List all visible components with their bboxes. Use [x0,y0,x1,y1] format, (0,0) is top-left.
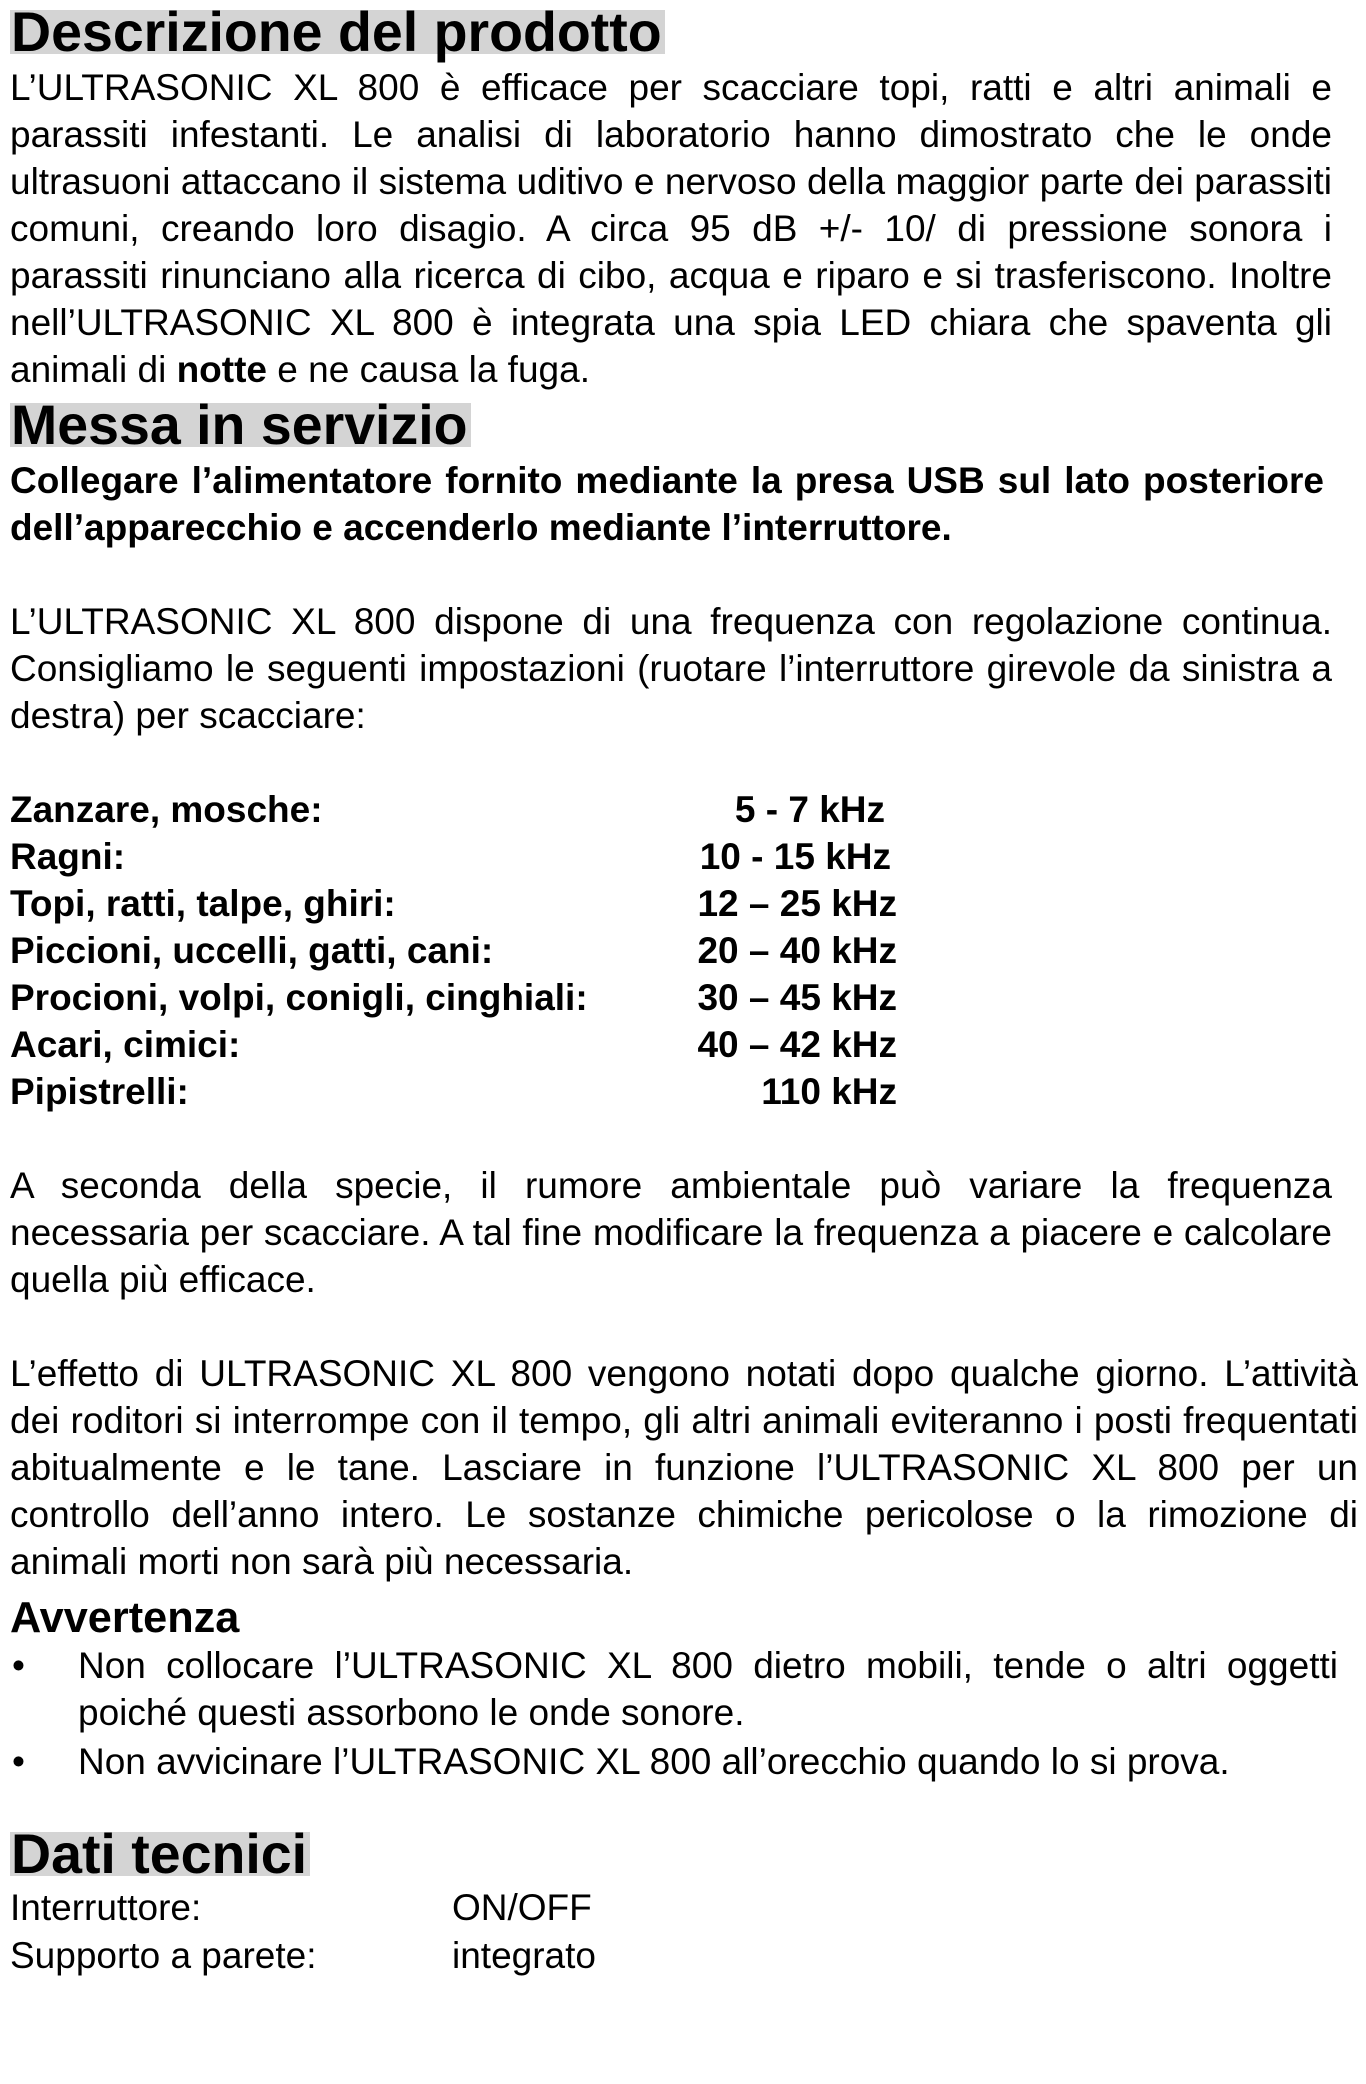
frequency-label: Zanzare, mosche: [10,789,323,830]
table-row [10,880,897,927]
section-warning [10,1595,1358,1785]
spec-value: integrato [452,1935,596,1976]
warning-text: Non collocare l’ULTRASONIC XL 800 dietro mobili, tende o altri oggetti poiché questi assorbono le onde sonore. [78,1645,1338,1733]
frequency-label: Topi, ratti, talpe, ghiri: [10,883,396,924]
frequency-label: Procioni, volpi, conigli, cinghiali: [10,977,588,1018]
section-heading-specs: Dati tecnici [10,1832,310,1876]
table-row [10,1068,897,1115]
section-description [10,1,1358,393]
section-heading-description: Descrizione del prodotto [10,10,665,54]
frequency-label: Ragni: [10,836,126,877]
manual-page [10,1,1358,1980]
frequency-value: 30 – 45 kHz [697,977,897,1018]
description-text-end: e ne causa la fuga. [267,349,590,390]
table-row [10,1884,596,1932]
frequency-value: 5 - 7 kHz [734,789,885,830]
effect-paragraph: L’effetto di ULTRASONIC XL 800 vengono notati dopo qualche giorno. L’attività dei roditori si interrompe con il tempo, gli altri animali eviteranno i posti frequentati abitualmente e le tane. Lasciare in funzione l’ULTRASONIC XL 800 per un controllo dell’anno intero. Le sostanze chimiche pericolose o la rimozione di animali morti non sarà più necessaria. [10,1353,1358,1582]
table-row [10,833,897,880]
frequency-table [10,786,897,1115]
spec-label: Supporto a parete: [10,1935,317,1976]
specs-table [10,1884,596,1980]
table-row [10,974,897,1021]
description-paragraph [10,64,1332,393]
frequency-value: 110 kHz [761,1071,897,1112]
frequency-value: 20 – 40 kHz [697,930,897,971]
section-specs [10,1823,1358,1980]
frequency-label: Piccioni, uccelli, gatti, cani: [10,930,494,971]
setup-instruction: Collegare l’alimentatore fornito mediante la presa USB sul lato posteriore dell’apparecchio e accenderlo mediante l’interruttore. [10,460,1324,548]
bullet-icon: • [12,1645,25,1686]
warning-text: Non avvicinare l’ULTRASONIC XL 800 all’orecchio quando lo si prova. [78,1741,1230,1782]
warning-list [10,1642,1338,1785]
bullet-icon: • [12,1741,25,1782]
description-text: L’ULTRASONIC XL 800 è efficace per scacciare topi, ratti e altri animali e parassiti infestanti. Le analisi di laboratorio hanno dimostrato che le onde ultrasuoni attaccano il sistema uditivo e nervoso della maggior parte dei parassiti comuni, creando loro disagio. A circa 95 dB +/- 10/ di pressione sonora i parassiti rinunciano alla ricerca di cibo, acqua e riparo e si trasferiscono. Inoltre nell’ULTRASONIC XL 800 è integrata una spia LED chiara che spaventa gli animali di [10,67,1332,390]
noise-paragraph: A seconda della specie, il rumore ambientale può variare la frequenza necessaria per scacciare. A tal fine modificare la frequenza a piacere e calcolare quella più efficace. [10,1165,1332,1300]
table-row [10,786,897,833]
spec-label: Interruttore: [10,1887,202,1928]
section-heading-warning: Avvertenza [10,1594,240,1642]
frequency-label: Pipistrelli: [10,1071,189,1112]
table-row [10,927,897,974]
table-row [10,1932,596,1980]
description-bold-word: notte [176,349,268,390]
table-row [10,1021,897,1068]
list-item [10,1642,1338,1736]
list-item [10,1738,1338,1785]
frequency-value: 12 – 25 kHz [697,883,897,924]
spec-value: ON/OFF [452,1887,592,1928]
section-setup [10,394,1358,1585]
frequency-value: 10 - 15 kHz [699,836,891,877]
frequency-label: Acari, cimici: [10,1024,241,1065]
frequency-paragraph: L’ULTRASONIC XL 800 dispone di una frequenza con regolazione continua. Consigliamo le seguenti impostazioni (ruotare l’interruttore girevole da sinistra a destra) per scacciare: [10,601,1332,736]
frequency-value: 40 – 42 kHz [697,1024,897,1065]
section-heading-setup: Messa in servizio [10,403,471,447]
